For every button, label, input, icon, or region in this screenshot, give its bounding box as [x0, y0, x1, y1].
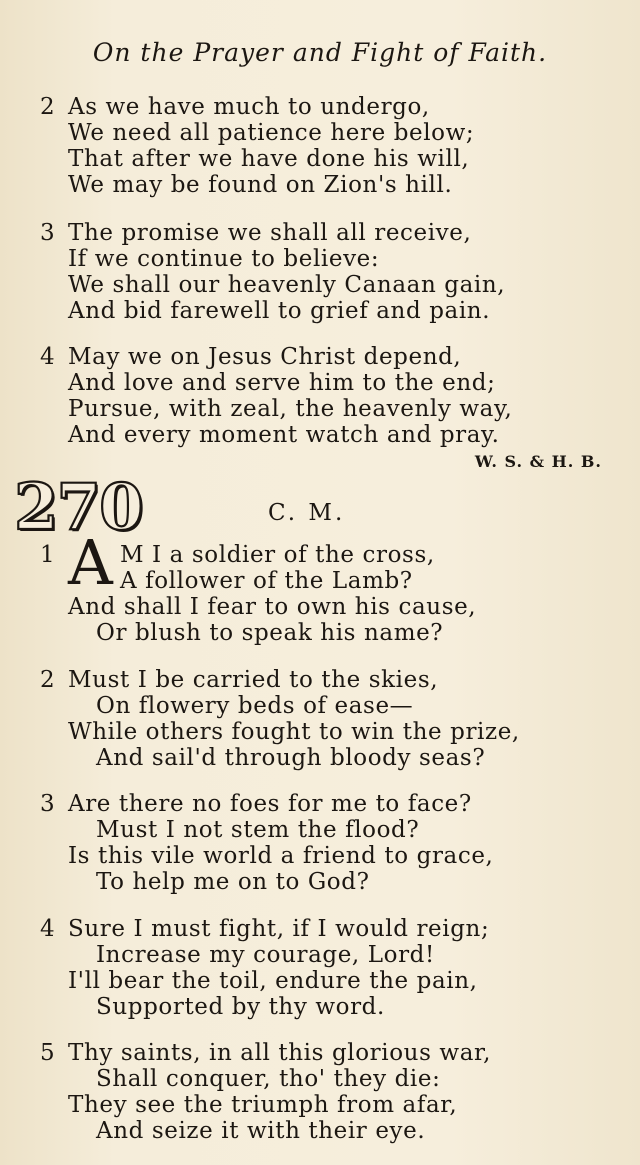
verse-line: I'll bear the toil, endure the pain, [68, 968, 478, 994]
verse-line: Sure I must fight, if I would reign; [68, 916, 490, 942]
verse-line: To help me on to God? [96, 869, 370, 895]
hymn-number: 270 [14, 470, 142, 545]
verse-line: While others fought to win the prize, [68, 719, 520, 745]
stanza-number: 2 [40, 94, 55, 120]
verse-line: We may be found on Zion's hill. [68, 172, 453, 198]
verse-line: On flowery beds of ease— [96, 693, 414, 719]
stanza-number: 3 [40, 220, 55, 246]
verse-line: Supported by thy word. [96, 994, 385, 1020]
verse-line: Shall conquer, tho' they die: [96, 1066, 441, 1092]
verse-line: And shall I fear to own his cause, [68, 594, 477, 620]
verse-line: Must I be carried to the skies, [68, 667, 439, 693]
stanza-number: 1 [40, 542, 55, 568]
verse-line: Is this vile world a friend to grace, [68, 843, 494, 869]
verse-line: And seize it with their eye. [96, 1118, 426, 1144]
verse-line: And every moment watch and pray. [68, 422, 500, 448]
verse-line: Must I not stem the flood? [96, 817, 420, 843]
verse-line: We shall our heavenly Canaan gain, [68, 272, 506, 298]
drop-cap: A [68, 526, 113, 599]
verse-line: Or blush to speak his name? [96, 620, 444, 646]
verse-line: We need all patience here below; [68, 120, 475, 146]
stanza-number: 4 [40, 344, 55, 370]
verse-line: And love and serve him to the end; [68, 370, 496, 396]
verse-line: As we have much to undergo, [68, 94, 430, 120]
verse-line: Pursue, with zeal, the heavenly way, [68, 396, 513, 422]
verse-line: That after we have done his will, [68, 146, 470, 172]
verse-line: A follower of the Lamb? [120, 568, 413, 594]
verse-line: May we on Jesus Christ depend, [68, 344, 462, 370]
verse-line: Thy saints, in all this glorious war, [68, 1040, 491, 1066]
running-head: On the Prayer and Fight of Faith. [92, 38, 548, 67]
verse-line: They see the triumph from afar, [68, 1092, 458, 1118]
stanza-number: 4 [40, 916, 55, 942]
verse-line: Increase my courage, Lord! [96, 942, 435, 968]
verse-line: And sail'd through bloody seas? [96, 745, 486, 771]
verse-line: M I a soldier of the cross, [120, 542, 435, 568]
stanza-number: 3 [40, 791, 55, 817]
verse-line: The promise we shall all receive, [68, 220, 472, 246]
meter-label: C. M. [268, 500, 346, 526]
attribution: W. S. & H. B. [474, 452, 602, 471]
verse-line: And bid farewell to grief and pain. [68, 298, 491, 324]
verse-line: If we continue to believe: [68, 246, 380, 272]
verse-line: Are there no foes for me to face? [68, 791, 472, 817]
stanza-number: 5 [40, 1040, 55, 1066]
stanza-number: 2 [40, 667, 55, 693]
